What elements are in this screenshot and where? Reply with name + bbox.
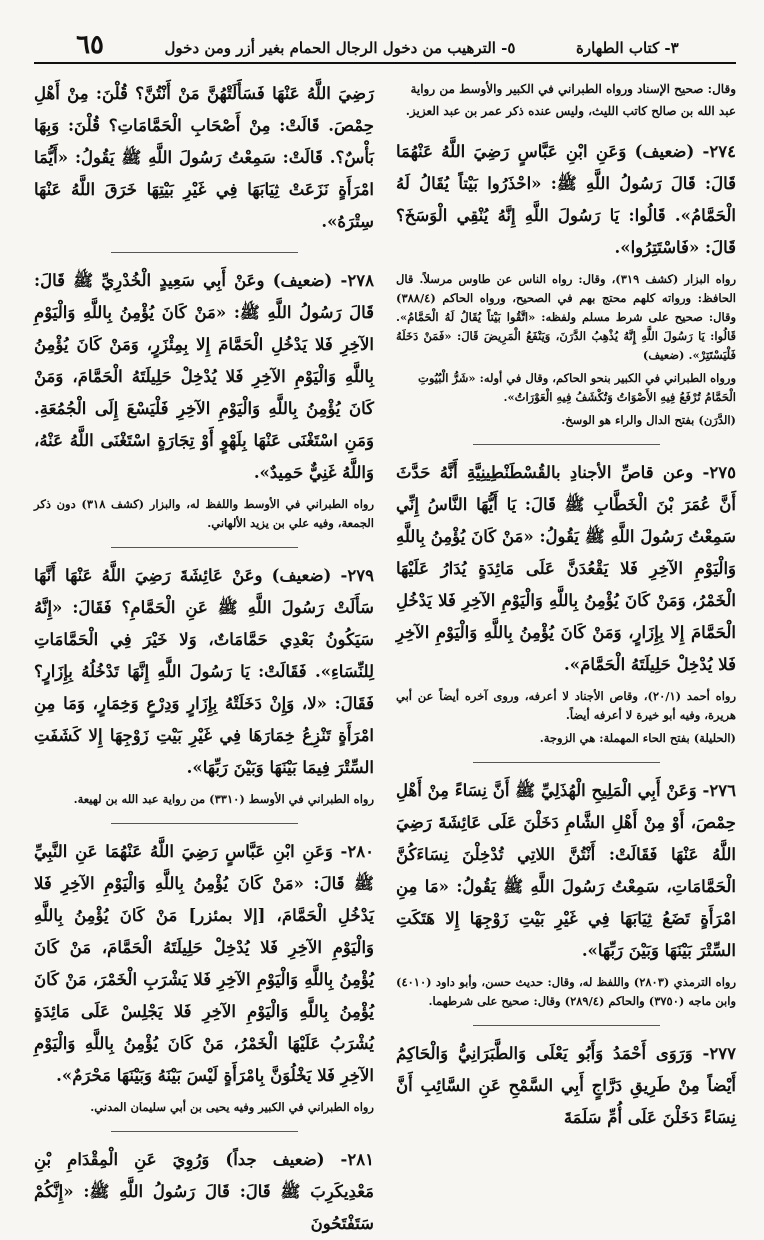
page-header xyxy=(34,30,736,60)
hadith-note: رواه الطبراني في الأوسط (٣٣١٠) من رواية عبد الله بن لهيعة. xyxy=(73,792,374,806)
hadith-entry xyxy=(34,836,374,1117)
divider xyxy=(111,547,298,548)
hadith-note: رواه أحمد (٢٠/١)، وقاص الأجناد لا أعرفه، وروى آخره أيضاً عن أبي هريرة، وفيه أبو خيرة لا أعرفه أيضاً. xyxy=(396,689,736,722)
header-rule xyxy=(34,62,736,64)
hadith-entry xyxy=(396,775,736,1011)
right-column xyxy=(396,78,736,1127)
divider xyxy=(473,444,660,445)
hadith-note: رواه البزار (كشف ٣١٩)، وقال: رواه الناس عن طاوس مرسلاً. قال الحافظ: ورواته كلهم محتج بهم في الصحيح، ورواه الحاكم (٣٨٨/٤) وقال: صحيح على شرط مسلم ولفظه: «اتَّقُوا بَيْتاً يُقَالُ لَهُ الْحَمَّامُ». قَالُوا: يَا رَسُولَ اللَّهِ إِنَّهُ يُذْهِبُ الدَّرَنَ، وَيَنْفَعُ الْمَرِيضَ قَالَ: «فَمَنْ دَخَلَهُ فَلْيَسْتَتِرْ». (ضعيف) xyxy=(396,272,736,362)
divider xyxy=(111,252,298,253)
divider xyxy=(473,762,660,763)
hadith-text: ٢٧٨- (ضعيف) وعَنْ أَبِي سَعِيدٍ الْخُدْرِيِّ ﷺ قَالَ: قَالَ رَسُولُ اللَّهِ ﷺ: «مَنْ كَانَ يُؤْمِنُ بِاللَّهِ وَالْيَوْمِ الآخِرِ فَلا يَدْخُلِ الْحَمَّامَ إِلا بِمِئْزَرٍ، وَمَنْ كَانَ يُؤْمِنُ بِاللَّهِ وَالْيَوْمِ الآخِرِ فَلا يُدْخِلْ حَلِيلَتَهُ الْحَمَّامَ، وَمَنْ كَانَ يُؤْمِنُ بِاللَّهِ وَالْيَوْمِ الآخِرِ فَلْيَسْعَ إِلَى الْجُمُعَةِ. وَمَنِ اسْتَغْنَى عَنْهَا بِلَهْوٍ أَوْ تِجَارَةٍ اسْتَغْنَى اللَّهُ عَنْهُ، وَاللَّهُ غَنِيٌّ حَمِيدٌ». xyxy=(34,271,374,482)
hadith-text: ٢٧٥- وعن قاصِّ الأجنادِ بالقُسْطَنْطِينِيَّةِ أَنَّهُ حَدَّثَ أَنَّ عُمَرَ بْنَ الْخَطَّابِ ﷺ قَالَ: يَا أَيُّهَا النَّاسُ إِنِّي سَمِعْتُ رَسُولَ اللَّهِ ﷺ يَقُولُ: «مَنْ كَانَ يُؤْمِنُ بِاللَّهِ وَالْيَوْمِ الآخِرِ فَلا يَقْعُدَنَّ عَلَى مَائِدَةٍ يُدَارُ عَلَيْهَا الْخَمْرُ، وَمَنْ كَانَ يُؤْمِنُ بِاللَّهِ وَالْيَوْمِ الآخِرِ فَلا يَدْخُلِ الْحَمَّامَ إِلا بِإِزَارٍ، وَمَنْ كَانَ يُؤْمِنُ بِاللَّهِ وَالْيَوْمِ الآخِرِ فَلا يُدْخِلْ حَلِيلَتَهُ الْحَمَّامَ». xyxy=(396,463,736,674)
hadith-gloss: (الحليلة) بفتح الحاء المهملة: هي الزوجة. xyxy=(539,731,736,745)
hadith-entry xyxy=(396,136,736,430)
section-title: ٥- الترهيب من دخول الرجال الحمام بغير أزر ومن دخول xyxy=(164,39,516,57)
hadith-text: ٢٧٦- وَعَنْ أَبِي الْمَلِيحِ الْهُذَلِيِّ ﷺ أَنَّ نِسَاءً مِنْ أَهْلِ حِمْصَ، أَوْ مِنْ أَهْلِ الشَّامِ دَخَلْنَ عَلَى عَائِشَةَ رَضِيَ اللَّهُ عَنْهَا فَقَالَتْ: أَنْتُنَّ اللاتِي تُدْخِلْنَ نِسَاءَكُنَّ الْحَمَّامَاتِ، سَمِعْتُ رَسُولَ اللَّهِ ﷺ يَقُولُ: «مَا مِنِ امْرَأَةٍ تَضَعُ ثِيَابَهَا فِي غَيْرِ بَيْتِ زَوْجِهَا إِلا هَتَكَتِ السِّتْرَ بَيْنَهَا وَبَيْنَ رَبِّهَا». xyxy=(396,781,736,960)
hadith-text: ٢٧٤- (ضعيف) وَعَنِ ابْنِ عَبَّاسٍ رَضِيَ اللَّهُ عَنْهُمَا قَالَ: قَالَ رَسُولُ اللَّهِ ﷺ: «احْذَرُوا بَيْتاً يُقَالُ لَهُ الْحَمَّامُ». قَالُوا: يَا رَسُولَ اللَّهِ إِنَّهُ يُنْقِي الْوَسَخَ؟ قَالَ: «فَاسْتَتِرُوا». xyxy=(396,142,736,257)
hadith-note-extra: ورواه الطبراني في الكبير بنحو الحاكم، وقال في أوله: «شَرُّ الْبُيُوتِ الْحَمَّامُ تُرْفَعُ فِيهِ الأَصْوَاتُ وَتُكْشَفُ فِيهِ الْعَوْرَاتُ». xyxy=(418,371,736,404)
hadith-text: ٢٧٩- (ضعيف) وعَنْ عَائِشَةَ رَضِيَ اللَّهُ عَنْهَا أَنَّهَا سَأَلَتْ رَسُولَ اللَّهِ ﷺ عَنِ الْحَمَّامِ؟ فَقَالَ: «إِنَّهُ سَيَكُونُ بَعْدِي حَمَّامَاتٌ، وَلا خَيْرَ فِي الْحَمَّامَاتِ لِلنِّسَاءِ». فَقَالَتْ: يَا رَسُولَ اللَّهِ إِنَّهَا تَدْخُلُهُ بِإِزَارٍ؟ فَقَالَ: «لا، وَإِنْ دَخَلَتْهُ بِإِزَارٍ وَدِرْعٍ وَخِمَارٍ، وَمَا مِنِ امْرَأَةٍ تَنْزِعُ خِمَارَهَا فِي غَيْرِ بَيْتِ زَوْجِهَا إِلا كَشَفَتِ السِّتْرَ فِيمَا بَيْنَهَا وَبَيْنَ رَبِّهَا». xyxy=(34,566,374,777)
hadith-note: رواه الترمذي (٢٨٠٣) واللفظ له، وقال: حديث حسن، وأبو داود (٤٠١٠) وابن ماجه (٣٧٥٠) والحاكم (٢٨٩/٤) وقال: صحيح على شرطهما. xyxy=(396,975,736,1008)
hadith-entry xyxy=(396,457,736,748)
book-title: ٣- كتاب الطهارة xyxy=(576,39,679,57)
hadith-text: ٢٨٠- وَعَنِ ابْنِ عَبَّاسٍ رَضِيَ اللَّهُ عَنْهُمَا عَنِ النَّبِيِّ ﷺ قَالَ: «مَنْ كَانَ يُؤْمِنُ بِاللَّهِ وَالْيَوْمِ الآخِرِ فَلا يَدْخُلِ الْحَمَّامَ، [إلا بمئزر] مَنْ كَانَ يُؤْمِنُ بِاللَّهِ وَالْيَوْمِ الآخِرِ فَلا يُدْخِلْ حَلِيلَتَهُ الْحَمَّامَ، مَنْ كَانَ يُؤْمِنُ بِاللَّهِ وَالْيَوْمِ الآخِرِ فَلا يَشْرَبِ الْخَمْرَ، مَنْ كَانَ يُؤْمِنُ بِاللَّهِ وَالْيَوْمِ الآخِرِ فَلا يَجْلِسْ عَلَى مَائِدَةٍ يُشْرَبُ عَلَيْهَا الْخَمْرُ، مَنْ كَانَ يُؤْمِنُ بِاللَّهِ وَالْيَوْمِ الآخِرِ فَلا يَخْلُوَنَّ بِامْرَأَةٍ لَيْسَ بَيْنَهُ وَبَيْنَهَا مَحْرَمٌ». xyxy=(34,842,374,1085)
hadith-text: ٢٧٧- وَرَوَى أَحْمَدُ وَأَبُو يَعْلَى وَالطَّبَرَانِيُّ وَالْحَاكِمُ أَيْضاً مِنْ طَرِيقِ دَرَّاجٍ أَبِي السَّمْحِ عَنِ السَّائِبِ أَنَّ نِسَاءً دَخَلْنَ عَلَى أُمِّ سَلَمَةَ xyxy=(396,1044,736,1127)
hadith-text: ٢٨١- (ضعيف جداً) وَرُوِيَ عَنِ الْمِقْدَامِ بْنِ مَعْدِيكَرِبَ ﷺ قَالَ: قَالَ رَسُولُ اللَّهِ ﷺ: «إِنَّكُمْ سَتَفْتَحُونَ xyxy=(34,1150,374,1233)
hadith-entry xyxy=(34,1144,374,1240)
divider xyxy=(473,1025,660,1026)
hadith-note: رواه الطبراني في الأوسط واللفظ له، والبزار (كشف ٣١٨) دون ذكر الجمعة، وفيه علي بن يزيد الألهاني. xyxy=(34,497,374,530)
divider xyxy=(111,823,298,824)
hadith-entry xyxy=(396,1038,736,1134)
hadith-entry xyxy=(34,265,374,533)
hadith-text: رَضِيَ اللَّهُ عَنْهَا فَسَأَلَتْهُنَّ مَنْ أَنْتُنَّ؟ قُلْنَ: مِنْ أَهْلِ حِمْصَ. قَالَتْ: مِنْ أَصْحَابِ الْحَمَّامَاتِ؟ قُلْنَ: وَبِهَا بَأْسٌ؟. قَالَتْ: سَمِعْتُ رَسُولَ اللَّهِ ﷺ يَقُولُ: «أَيُّمَا امْرَأَةٍ نَزَعَتْ ثِيَابَهَا فِي غَيْرِ بَيْتِهَا خَرَقَ اللَّهُ عَنْهَا سِتْرَهُ». xyxy=(34,84,374,231)
divider xyxy=(111,1131,298,1132)
left-column xyxy=(34,78,374,1233)
hadith-gloss: (الدَّرَن) بفتح الدال والراء هو الوسخ. xyxy=(561,413,736,427)
text-columns xyxy=(34,78,736,1233)
hadith-note: رواه الطبراني في الكبير وفيه يحيى بن أبي سليمان المدني. xyxy=(90,1100,374,1114)
hadith-entry xyxy=(34,560,374,809)
intro-note: وقال: صحيح الإسناد ورواه الطبراني في الكبير والأوسط من رواية عبد الله بن صالح كاتب الليث، وليس عنده ذكر عمر بن عبد العزيز. xyxy=(405,82,736,118)
page-number: ٦٥ xyxy=(76,30,104,60)
hadith-entry xyxy=(34,78,374,238)
